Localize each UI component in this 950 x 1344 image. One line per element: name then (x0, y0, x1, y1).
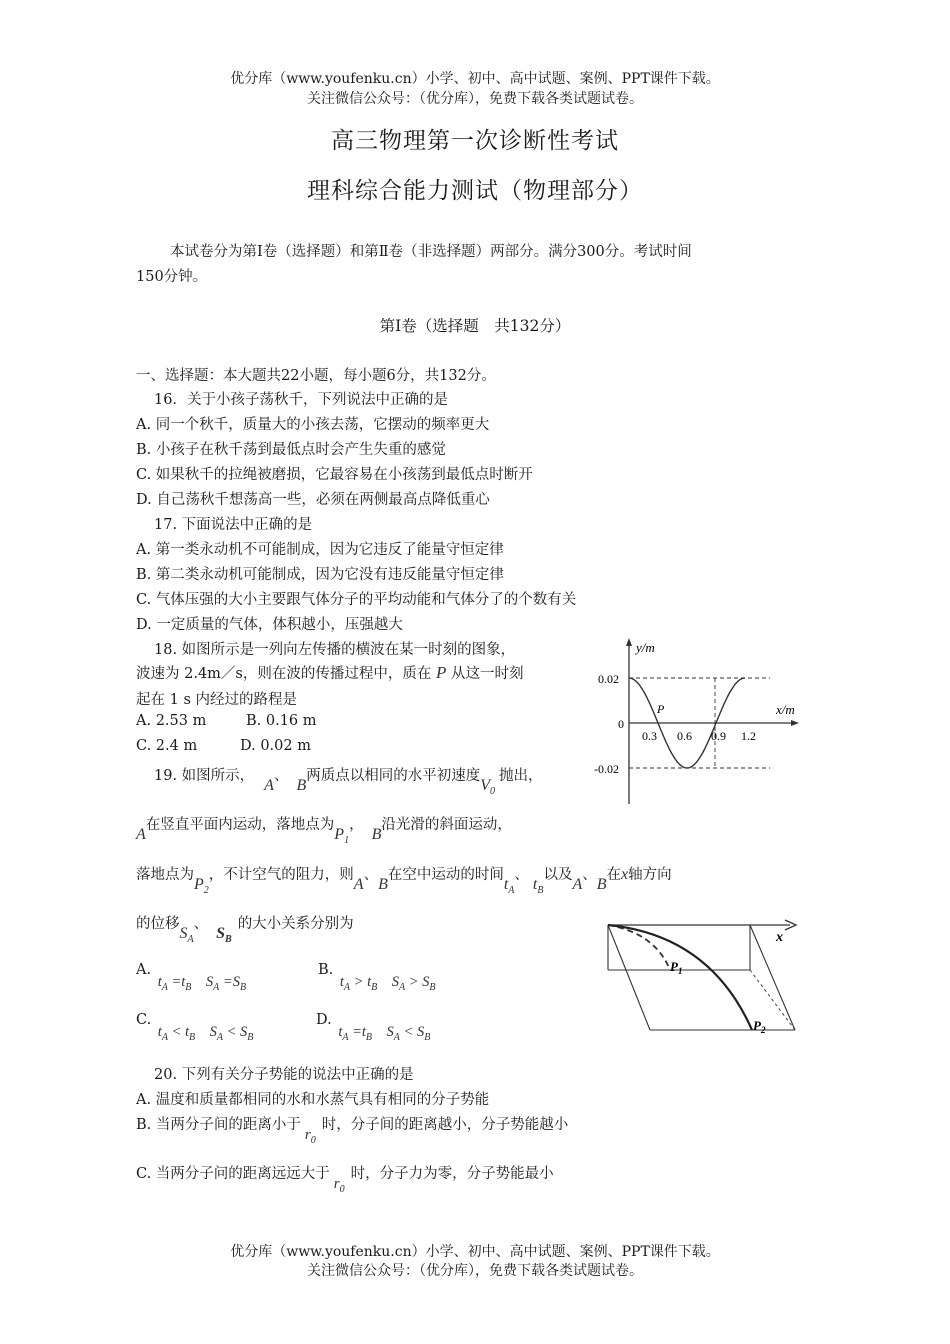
q18-stem-line-2: 波速为 2.4m／s，则在波的传播过程中，质在 P 从这一时刻 (136, 663, 524, 682)
exam-subtitle: 理科综合能力测试（物理部分） (307, 178, 643, 204)
q20-option-b: B. 当两分子间的距离小于$r_0$时，分子间的距离越小，分子势能越小 (136, 1117, 569, 1146)
q17-option-b: B. 第二类永动机可能制成，因为它没有违反能量守恒定律 (136, 567, 504, 583)
q19-stem-line-1: 19. 如图所示，A、B两质点以相同的水平初速度$V_0$抛出， (154, 768, 543, 797)
var-v0: V (480, 777, 491, 794)
part1-heading: 第Ⅰ卷（选择题 共132分） (379, 317, 571, 335)
q17-stem: 17. 下面说法中正确的是 (154, 517, 313, 533)
q16-option-a: A. 同一个秋千，质量大的小孩去荡，它摆动的频率更大 (136, 417, 490, 433)
incline-edge (608, 925, 650, 1030)
q16-option-c: C. 如果秋千的拉绳被磨损，它最容易在小孩荡到最低点时断开 (136, 467, 533, 483)
section-heading: 一、选择题：本大题共22小题，每小题6分，共132分。 (136, 368, 496, 384)
x-label: x (776, 930, 783, 945)
q19-option-b: B. $t_A > t_B$ $S_A > S_B$ (318, 962, 436, 993)
var-b: B (296, 777, 307, 794)
x-tick-label: 0.9 (711, 729, 726, 743)
projectile-figure (600, 915, 810, 1040)
q18-option-a: A. 2.53 m (136, 713, 207, 729)
header-line-1: 优分库（www.youfenku.cn）小学、初中、高中试题、案例、PPT课件下载。 (230, 71, 720, 87)
q17-option-a: A. 第一类永动机不可能制成，因为它违反了能量守恒定律 (136, 542, 504, 558)
x-tick-label: 0.3 (642, 729, 657, 743)
intro-line-1: 本试卷分为第Ⅰ卷（选择题）和第Ⅱ卷（非选择题）两部分。满分300分。考试时间 (170, 244, 692, 260)
q16-option-d: D. 自己荡秋千想荡高一些，必须在两侧最高点降低重心 (136, 492, 490, 508)
p1-label: $P_1$ (670, 959, 683, 976)
q18-option-d: D. 0.02 m (240, 738, 311, 754)
exam-title: 高三物理第一次诊断性考试 (331, 128, 619, 154)
q19-stem-line-2: A在竖直平面内运动，落地点为$P_1$，B沿光滑的斜面运动， (136, 817, 512, 846)
q16-stem: 16．关于小孩子荡秋千，下列说法中正确的是 (154, 392, 448, 408)
x-tick-label: 1.2 (741, 729, 756, 743)
y-tick-label: 0 (618, 717, 624, 731)
q18-stem-line-3: 起在 1 s 内经过的路程是 (136, 692, 297, 708)
q18-stem-line-1: 18. 如图所示是一列向左传播的横波在某一时刻的图象， (154, 642, 516, 658)
q20-option-c: C. 当两分子问的距离远远大于$r_0$时，分子力为零，分子势能最小 (136, 1166, 554, 1195)
footer-line-2: 关注微信公众号：（优分库），免费下载各类试题试卷。 (307, 1263, 643, 1279)
y-axis-arrow (626, 638, 632, 646)
footer-line-1: 优分库（www.youfenku.cn）小学、初中、高中试题、案例、PPT课件下载。 (230, 1244, 720, 1260)
y-axis-label: y/m (636, 640, 655, 655)
x-axis-label: x/m (776, 702, 795, 717)
q20-option-a: A. 温度和质量都相同的水和水蒸气具有相同的分子势能 (136, 1092, 490, 1108)
q16-option-b: B. 小孩子在秋千荡到最低点时会产生失重的感觉 (136, 442, 446, 458)
q19-stem-line-3: 落地点为$P_2$，不计空气的阻力，则A、B在空中运动的时间$t_A$、$t_B$以及A、B在x轴方向 (136, 866, 672, 896)
q17-option-d: D. 一定质量的气体，体积越小，压强越大 (136, 617, 403, 633)
q19-stem-line-4: 的位移$S_A$、$S_B$的大小关系分别为 (136, 916, 354, 945)
q19-option-a: A. $t_A =t_B$ $S_A =S_B$ (136, 962, 247, 993)
q18-option-c: C. 2.4 m (136, 738, 198, 754)
q19-option-d: D. $t_A =t_B$ $S_A < S_B$ (316, 1012, 431, 1043)
incline-right-edge (750, 925, 795, 1030)
p2-label: $P_2$ (753, 1018, 766, 1035)
q20-stem: 20. 下列有关分子势能的说法中正确的是 (154, 1067, 414, 1083)
intro-line-2: 150分钟。 (136, 269, 208, 285)
var-p: P (435, 663, 447, 682)
point-p-label: P (657, 702, 665, 716)
q18-option-b: B. 0.16 m (246, 713, 317, 729)
trajectory-b (608, 925, 752, 1030)
y-tick-label: -0.02 (594, 762, 619, 776)
header-line-2: 关注微信公众号：（优分库），免费下载各类试题试卷。 (307, 91, 643, 107)
wave-chart (590, 632, 810, 807)
x-tick-label: 0.6 (677, 729, 692, 743)
q17-option-c: C. 气体压强的大小主要跟气体分子的平均动能和气体分了的个数有关 (136, 592, 577, 608)
q19-option-c: C. $t_A < t_B$ $S_A < S_B$ (136, 1012, 254, 1043)
var-a: A (264, 777, 274, 794)
x-axis-arrow (791, 720, 799, 726)
y-tick-label: 0.02 (598, 672, 619, 686)
